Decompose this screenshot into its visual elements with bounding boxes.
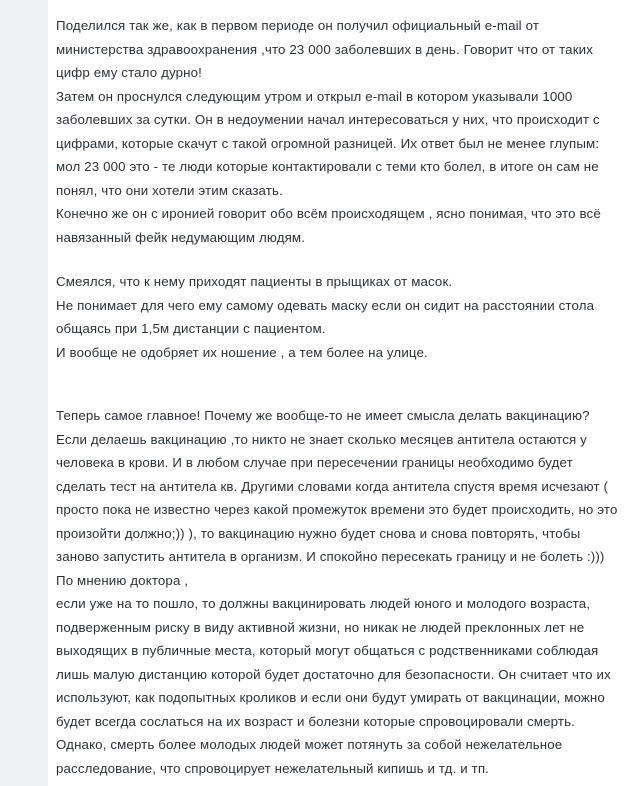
- paragraph-spacer: [56, 364, 618, 404]
- paragraph: Смеялся, что к нему приходят пациенты в прыщиках от масок.: [56, 274, 453, 289]
- paragraph: Затем он проснулся следующим утром и открыл e-mail в котором указывали 1000 заболевших за сутки. Он в недоумении начал интересоваться у них, что происходит с цифрами, которые скачут с такой огромной разницей. Их ответ был не менее глупым: мол 23 000 это - те люди которые контактировали с теми кто болел, в итоге он сам не понял, что они хотели этим сказать.: [56, 88, 600, 198]
- paragraph: если уже на то пошло, то должны вакцинировать людей юного и молодого возраста, подверженным риску в виду активной жизни, но никак не людей преклонных лет не выходящих в публичные места, который могут общаться с родственниками соблюдая лишь малую дистанцию которой будет достаточно для безопасности. Он считает что их используют, как подопытных кроликов и если они будут умирать от вакцинации, можно будет всегда сослаться на их возраст и болезни которые спровоцировали смерть.: [56, 596, 611, 729]
- paragraph-spacer: [56, 249, 618, 270]
- paragraph: По мнению доктора ,: [56, 572, 189, 588]
- document-content: [48, 0, 632, 786]
- paragraph: Не понимает для чего ему самому одевать маску если он сидит на расстоянии стола общаясь при 1,5м дистанции с пациентом.: [56, 297, 595, 336]
- paragraph: Конечно же он с иронией говорит обо всём происходящем , ясно понимая, что это всё навязанный фейк недумающим людям.: [56, 206, 601, 245]
- paragraph: Однако, смерть более молодых людей может потянуть за собой нежелательное расследование, что спровоцирует нежелательный кипишь и тд. и тп.: [56, 737, 563, 776]
- paragraph: Поделился так же, как в первом периоде он получил официальный e-mail от министерства здравоохранения ,что 23 000 заболевших в день. Говорит что от таких цифр ему стало дурно!: [56, 18, 594, 80]
- paragraph: И вообще не одобряет их ношение , а тем более на улице.: [56, 344, 428, 360]
- paragraph: Теперь самое главное! Почему же вообще-то не имеет смысла делать вакцинацию? Если делаешь вакцинацию ,то никто не знает сколько месяцев антитела остаются у человека в крови. И в любом случае при пересечении границы необходимо будет сделать тест на антитела кв. Другими словами когда антитела спустя время исчезают ( просто пока не известно через какой промежуток времени это будет происходить, но это произойти должно;)) ), то вакцинацию нужно будет снова и снова повторять, чтобы заново запустить антитела в организм. И спокойно пересекать границу и не болеть :))): [56, 408, 618, 564]
- left-gutter: [0, 0, 48, 786]
